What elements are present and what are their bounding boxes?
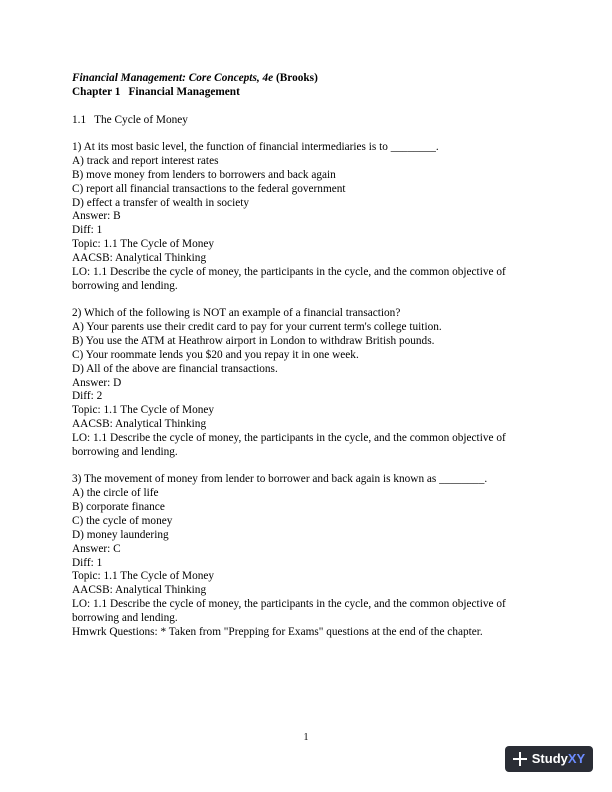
question-stem: 1) At its most basic level, the function of financial intermediaries is to ________. — [72, 141, 439, 154]
answer-option: A) track and report interest rates — [72, 155, 219, 168]
question-block — [72, 473, 540, 639]
book-title: Financial Management: Core Concepts, 4e — [72, 72, 274, 84]
document-page — [72, 72, 540, 640]
topic: Topic: 1.1 The Cycle of Money — [72, 238, 215, 251]
studyxy-watermark — [505, 746, 593, 772]
topic: Topic: 1.1 The Cycle of Money — [72, 404, 215, 417]
learning-objective: LO: 1.1 Describe the cycle of money, the participants in the cycle, and the common objective of borrowing and lending. — [72, 431, 506, 458]
answer-option: B) corporate finance — [72, 501, 165, 514]
question-block — [72, 307, 540, 459]
answer-option: A) Your parents use their credit card to pay for your current term's college tuition. — [72, 321, 442, 334]
aacsb: AACSB: Analytical Thinking — [72, 418, 207, 431]
chapter-header — [72, 86, 540, 100]
answer-key: Answer: C — [72, 542, 121, 555]
answer-option: C) report all financial transactions to the federal government — [72, 182, 346, 195]
learning-objective: LO: 1.1 Describe the cycle of money, the participants in the cycle, and the common objective of borrowing and lending. — [72, 265, 506, 292]
page-number: 1 — [303, 732, 309, 743]
question-stem: 2) Which of the following is NOT an example of a financial transaction? — [72, 307, 401, 320]
plus-sparkle-icon — [513, 752, 527, 766]
chapter-title: Financial Management — [128, 85, 240, 98]
answer-option: B) move money from lenders to borrowers and back again — [72, 168, 336, 181]
aacsb: AACSB: Analytical Thinking — [72, 251, 207, 264]
homework-note: Hmwrk Questions: * Taken from "Prepping for Exams" questions at the end of the chapter. — [72, 625, 483, 638]
section-heading — [72, 114, 540, 128]
aacsb: AACSB: Analytical Thinking — [72, 584, 207, 597]
brand-accent: XY — [567, 751, 586, 767]
answer-option: B) You use the ATM at Heathrow airport in London to withdraw British pounds. — [72, 335, 435, 348]
difficulty: Diff: 1 — [72, 556, 103, 569]
answer-key: Answer: B — [72, 210, 121, 223]
answer-option: C) the cycle of money — [72, 515, 173, 527]
book-header — [72, 72, 540, 86]
learning-objective: LO: 1.1 Describe the cycle of money, the participants in the cycle, and the common objective of borrowing and lending. — [72, 598, 506, 624]
chapter-label: Chapter 1 — [72, 85, 121, 98]
difficulty: Diff: 1 — [72, 224, 103, 237]
topic: Topic: 1.1 The Cycle of Money — [72, 570, 215, 583]
brand-main: Study — [531, 751, 568, 767]
book-author: (Brooks) — [273, 72, 318, 84]
question-block — [72, 141, 540, 293]
section-title: The Cycle of Money — [94, 113, 188, 126]
question-stem: 3) The movement of money from lender to borrower and back again is known as ________. — [72, 473, 488, 486]
answer-option: A) the circle of life — [72, 487, 159, 500]
answer-option: D) All of the above are financial transactions. — [72, 362, 278, 375]
answer-option: D) effect a transfer of wealth in society — [72, 196, 250, 209]
answer-option: C) Your roommate lends you $20 and you repay it in one week. — [72, 348, 359, 361]
answer-option: D) money laundering — [72, 528, 169, 541]
difficulty: Diff: 2 — [72, 390, 103, 403]
answer-key: Answer: D — [72, 376, 122, 389]
section-number: 1.1 — [72, 113, 87, 126]
